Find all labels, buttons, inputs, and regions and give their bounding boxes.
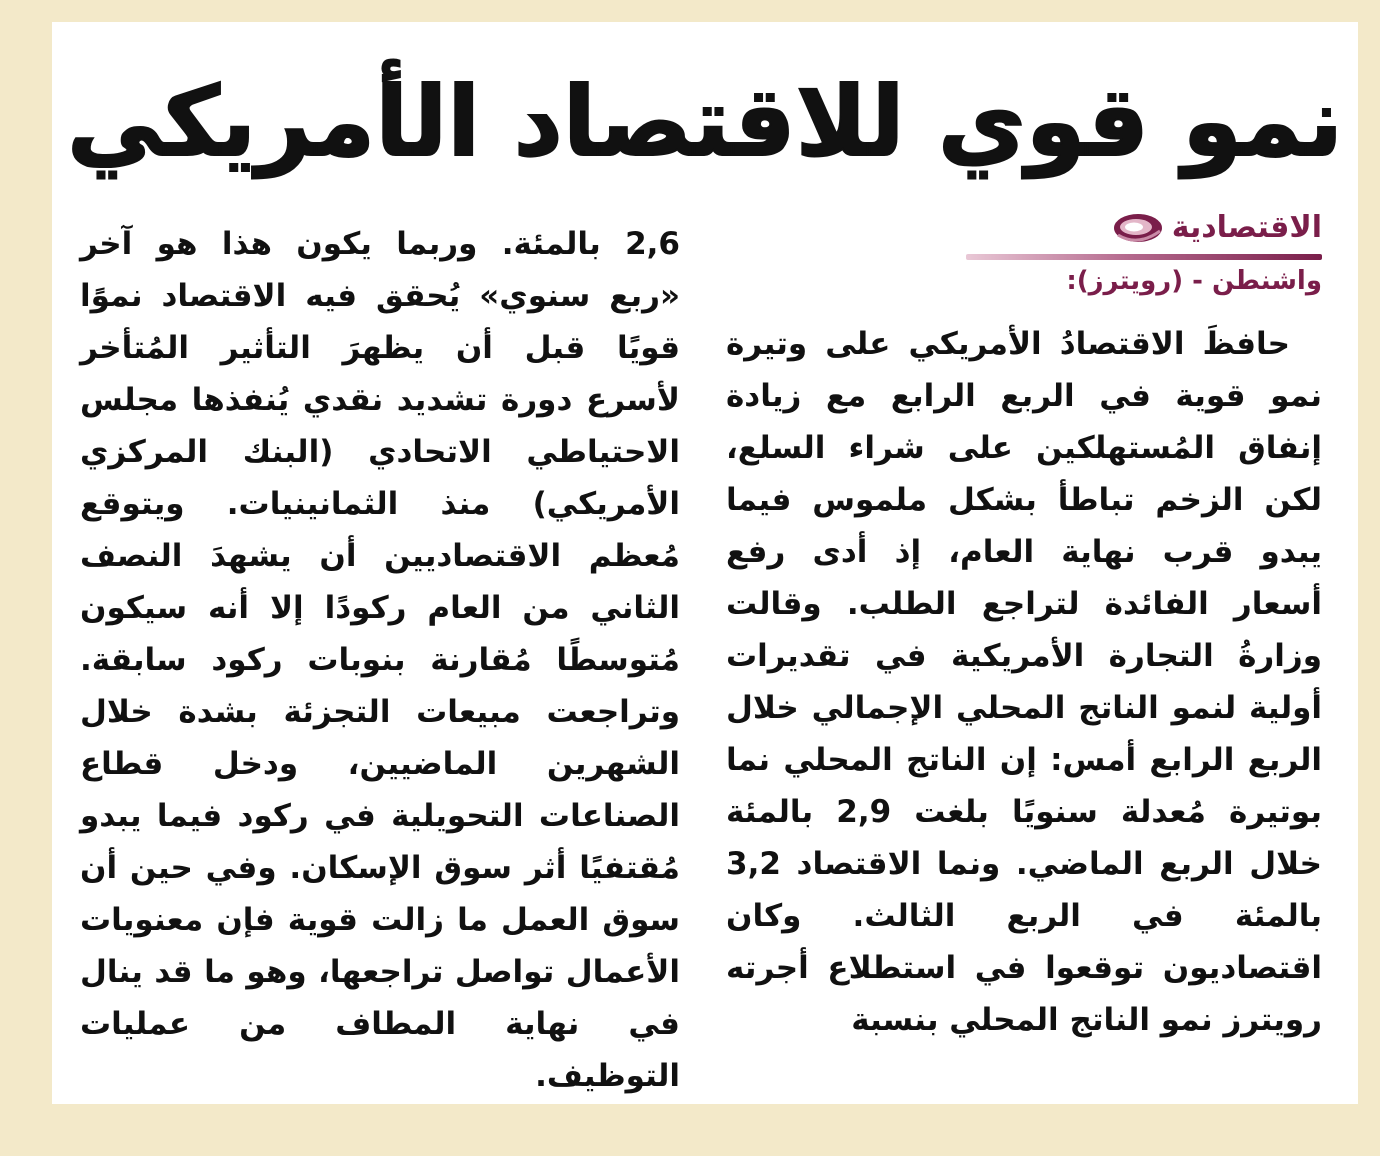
section-divider <box>966 254 1322 260</box>
al-eqtisadiah-logo-icon <box>1112 211 1164 245</box>
dateline: واشنطن - (رويترز): <box>1066 266 1322 296</box>
newspaper-clipping <box>52 22 1358 1104</box>
article-column-left: 2,6 بالمئة. وربما يكون هذا هو آخر «ربع سنوي» يُحقق فيه الاقتصاد نموًا قويًا قبل أن يظهرَ التأثير المُتأخر لأسرع دورة تشديد نقدي يُنفذها مجلس الاحتياطي الاتحادي (البنك المركزي الأمريكي) منذ الثمانينيات. ويتوقع مُعظم الاقتصاديين أن يشهدَ النصف الثاني من العام ركودًا إلا أنه سيكون مُتوسطًا مُقارنة بنوبات ركود سابقة. وتراجعت مبيعات التجزئة بشدة خلال الشهرين الماضيين، ودخل قطاع الصناعات التحويلية في ركود فيما يبدو مُقتفيًا أثر سوق الإسكان. وفي حين أن سوق العمل ما زالت قوية فإن معنويات الأعمال تواصل تراجعها، وهو ما قد ينال في نهاية المطاف من عمليات التوظيف. <box>80 226 680 1094</box>
section-tag <box>1112 210 1322 246</box>
section-label: الاقتصادية <box>1171 210 1322 245</box>
article-column-right: حافظَ الاقتصادُ الأمريكي على وتيرة نمو قوية في الربع الرابع مع زيادة إنفاق المُستهلكين على شراء السلع، لكن الزخم تباطأ بشكل ملموس فيما يبدو قرب نهاية العام، إذ أدى رفع أسعار الفائدة لتراجع الطلب. وقالت وزارةُ التجارة الأمريكية في تقديرات أولية لنمو الناتج المحلي الإجمالي خلال الربع الرابع أمس: إن الناتج المحلي نما بوتيرة مُعدلة سنويًا بلغت 2,9 بالمئة خلال الربع الماضي. ونما الاقتصاد 3,2 بالمئة في الربع الثالث. وكان اقتصاديون توقعوا في استطلاع أجرته رويترز نمو الناتج المحلي بنسبة <box>726 326 1322 1038</box>
article-headline: نمو قوي للاقتصاد الأمريكي <box>67 66 1343 178</box>
